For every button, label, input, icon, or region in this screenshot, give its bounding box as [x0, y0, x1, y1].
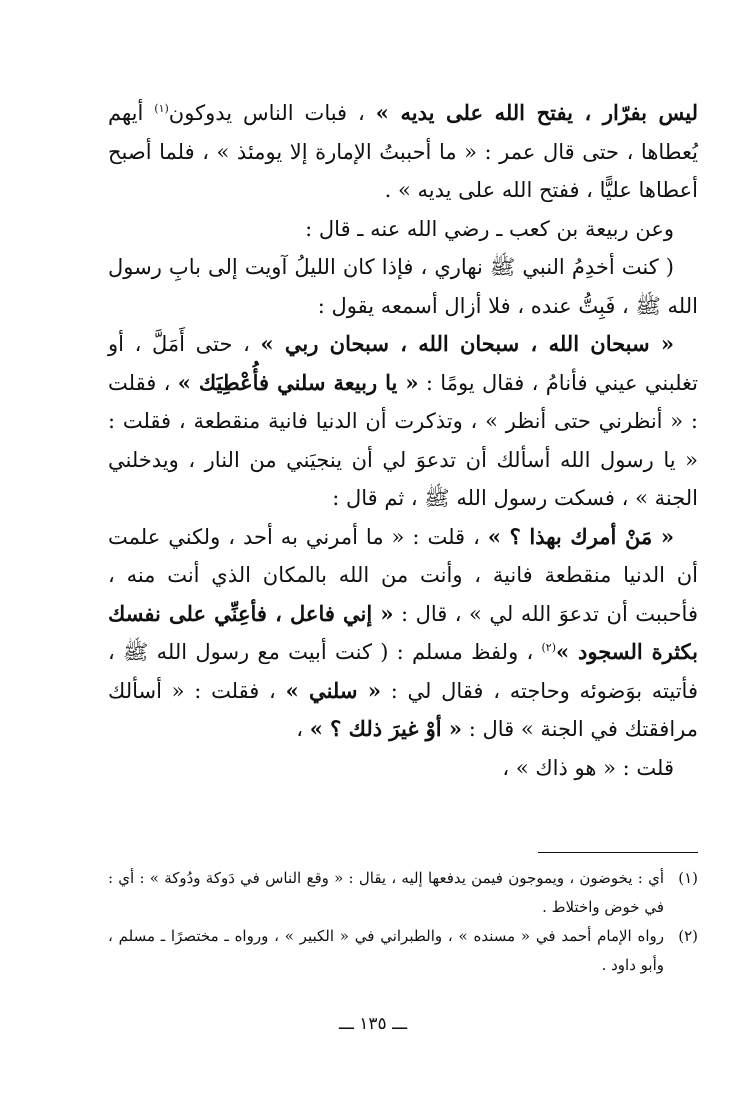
footnotes [108, 864, 698, 980]
footnote-text: رواه الإمام أحمد في « مسنده » ، والطبراني في « الكبير » ، ورواه ـ مختصرًا ـ مسلم ، وأبو داود . [108, 927, 664, 974]
bold-phrase: « سلني » [285, 677, 381, 703]
bold-phrase: ليس بفرّار ، يفتح الله على يديه » [375, 100, 698, 125]
footnote-2 [108, 922, 698, 980]
footnote-1 [108, 864, 698, 922]
bold-phrase: « أوْ غيرَ ذلك ؟ » [309, 716, 463, 741]
footnote-divider [538, 852, 698, 853]
paragraph-3: ( كنت أخدِمُ النبي ﷺ نهاري ، فإذا كان الليلُ آويت إلى بابِ رسول الله ﷺ ، فَبِتُّ عنده ، فلا أزال أسمعه يقول : [108, 255, 698, 318]
bold-phrase: « يا ربيعة سلني فأُعْطِيَك » [177, 369, 419, 395]
bold-phrase: « مَنْ أمرك بهذا ؟ » [487, 523, 674, 549]
main-text [108, 94, 698, 787]
paragraph-2: وعن ربيعة بن كعب ـ رضي الله عنه ـ قال : [305, 216, 674, 241]
footnote-number: (٢) [678, 927, 698, 945]
footnote-text: أي : يخوضون ، ويموجون فيمن يدفعها إليه ، يقال : « وقع الناس في دَوكة ودُوكة » : أي : في خوض واختلاط . [108, 869, 664, 916]
paragraph-5: « مَنْ أمرك بهذا ؟ » ، قلت : « ما أمرني به أحد ، ولكني علمت أن الدنيا منقطعة فانية ، وأنت من الله بالمكان الذي أنت منه ، فأحببت أن تدعوَ الله لي » ، قال : « إني فاعل ، فأعِنِّي على نفسك بكثرة السجود »$^{(٢)}$ ، ولفظ مسلم : ( كنت أبيت مع رسول الله ﷺ ، فأتيته بوَضوئه وحاجته ، فقال لي : « سلني » ، فقلت : « أسألك مرافقتك في الجنة » قال : « أوْ غيرَ ذلك ؟ » ، [108, 523, 699, 741]
footnote-ref-1[interactable]: (١) [154, 102, 169, 115]
footnote-number: (١) [678, 869, 698, 887]
page-number: ـــ ١٣٥ ـــ [338, 1014, 408, 1034]
bold-phrase: « إني فاعل ، فأعِنِّي على نفسك بكثرة السجود » [108, 600, 699, 664]
paragraph-1: ليس بفرّار ، يفتح الله على يديه » ، فبات الناس يدوكون$^{(١)}$ أيهم يُعطاها ، حتى قال عمر : « ما أحببتُ الإمارة إلا يومئذ » ، فلما أصبح أعطاها عليًّا ، ففتح الله على يديه » . [108, 100, 698, 202]
paragraph-4: « سبحان الله ، سبحان الله ، سبحان ربي » ، حتى أَمَلَّ ، أو تغلبني عيني فأنامُ ، فقال يومًا : « يا ربيعة سلني فأُعْطِيَك » ، فقلت : « أنظرني حتى أنظر » ، وتذكرت أن الدنيا فانية منقطعة ، فقلت : « يا رسول الله أسألك أن تدعوَ لي أن ينجيَني من النار ، ويدخلني الجنة » ، فسكت رسول الله ﷺ ، ثم قال : [108, 331, 699, 510]
footnote-ref-2[interactable]: (٢) [541, 641, 557, 654]
paragraph-6: قلت : « هو ذاك » ، [502, 755, 674, 780]
bold-phrase: « سبحان الله ، سبحان الله ، سبحان ربي » [260, 331, 674, 356]
